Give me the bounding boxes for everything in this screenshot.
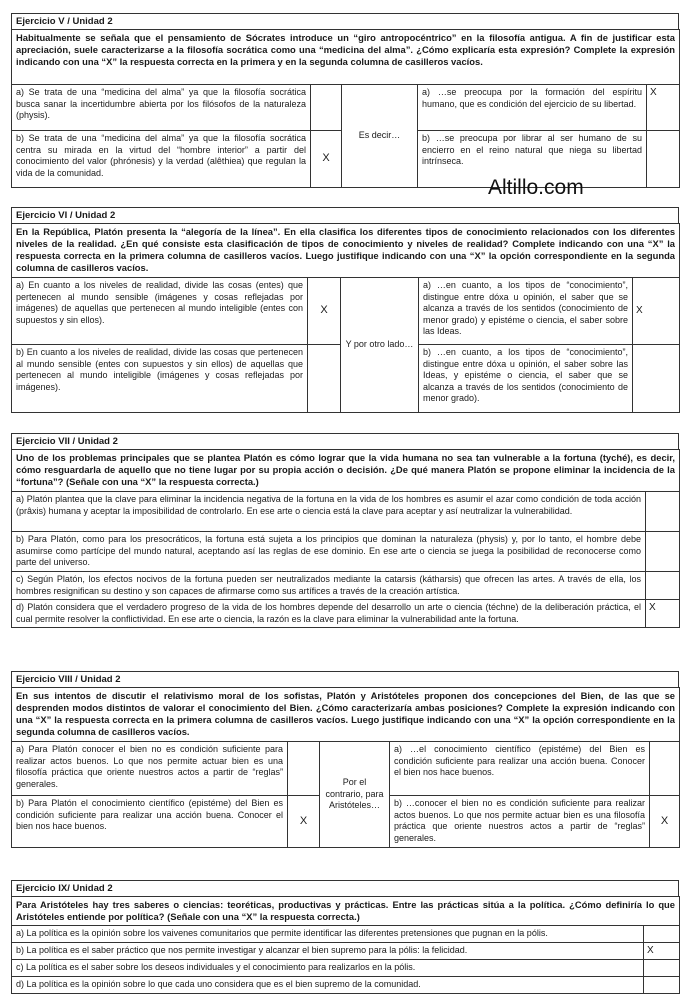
exercise-7 — [11, 433, 679, 628]
exercise-table — [11, 223, 680, 413]
connector-text: Es decir… — [342, 85, 418, 188]
answer-box-b[interactable]: X — [644, 943, 680, 960]
option-b: b) Se trata de una “medicina del alma” ya que la filosofía socrática centra su mirada en la virtud del “hombre interior” a partir del conocimiento del valor (phrónesis) y la verdad (alêthiea) que regulan la vida de la comunidad. — [12, 131, 311, 188]
question-text: En sus intentos de discutir el relativismo moral de los sofistas, Platón y Aristóteles proponen dos concepciones del Bien, de las que se desprenden modos distintos de valorar el conocimiento del Bien. ¿Cómo caracterizaría ambas posiciones? Complete la expresión indicando con una “X” la respuesta correcta en la primera columna de casilleros vacíos. Luego justifique indicando con una “X” la opción correspondiente en la segunda columna de casilleros vacíos. — [12, 688, 680, 742]
answer-box-a[interactable]: X — [308, 278, 341, 345]
option-a: a) La política es la opinión sobre los vaivenes comunitarios que permite identificar las diferentes pretensiones que pugnan en la pólis. — [12, 926, 644, 943]
option-c: c) Según Platón, los efectos nocivos de la fortuna pueden ser neutralizados mediante la catarsis (kátharsis) que ofrecen las artes. A través de ella, los hombres resignifican su destino y son capaces de afirmarse como sus artífices a través de la creación artística. — [12, 572, 646, 600]
answer-box-a[interactable] — [644, 926, 680, 943]
connector-text: Y por otro lado… — [341, 278, 419, 413]
option-b: b) Para Platón el conocimiento científico (epistéme) del Bien es condición suficiente para realizar una acción buena. Conocer el bien nos hace buenos. — [12, 796, 288, 848]
answer-box-d[interactable] — [644, 977, 680, 994]
second-answer-box-a[interactable]: X — [647, 85, 680, 131]
option-b: b) En cuanto a los niveles de realidad, divide las cosas que pertenecen al mundo sensible (entes con supuestos y sin ellos) de aquellas que pertenecen al mundo inteligible (imágenes y cosas reflejadas por imágenes). — [12, 345, 308, 413]
second-answer-box-a[interactable]: X — [633, 278, 680, 345]
exercise-6 — [11, 207, 679, 413]
second-option-b: b) …en cuanto, a los tipos de “conocimiento”, distingue entre dóxa u opinión, el saber sobre las Ideas, y epistéme o ciencia, el saber que se alcanza a través de los sentidos (conocimiento de menor grado). — [419, 345, 633, 413]
option-b: b) La política es el saber práctico que nos permite investigar y alcanzar el bien supremo para la pólis: la felicidad. — [12, 943, 644, 960]
answer-box-b[interactable]: X — [288, 796, 320, 848]
exercise-table — [11, 449, 680, 628]
option-d: d) Platón considera que el verdadero progreso de la vida de los hombres depende del desarrollo un arte o ciencia (téchne) de la deliberación práctica, el cual permite resolver la conflictividad. En ese arte o ciencia, la razón es la clave para eliminar la vulnerabilidad ante la fortuna. — [12, 600, 646, 628]
answer-box-d[interactable]: X — [646, 600, 680, 628]
option-a: a) En cuanto a los niveles de realidad, divide las cosas (entes) que pertenecen al mundo sensible (imágenes y cosas reflejadas por imágenes) de aquellas que pertenecen al mundo inteligible (entes con supuestos y sin ellos). — [12, 278, 308, 345]
exercise-9 — [11, 880, 679, 994]
exercise-table — [11, 687, 680, 848]
second-option-b: b) …conocer el bien no es condición suficiente para realizar actos buenos. Lo que nos permite actuar bien es una filosofía práctica que oriente nuestros actos a partir de “reglas” generales. — [390, 796, 650, 848]
second-option-a: a) …se preocupa por la formación del espíritu humano, que es condición del ejercicio de su libertad. — [418, 85, 647, 131]
second-answer-box-b[interactable] — [633, 345, 680, 413]
answer-box-b[interactable] — [308, 345, 341, 413]
exercise-header: Ejercicio VII / Unidad 2 — [11, 433, 679, 449]
exercise-table — [11, 29, 680, 188]
option-a: a) Platón plantea que la clave para eliminar la incidencia negativa de la fortuna en la vida de los hombres es asumir el azar como condición de toda acción (prâxis) humana y aceptar la imposibilidad de controlarlo. En ese arte o ciencia está la clave para aceptar y así neutralizar la vulnerabilidad. — [12, 492, 646, 532]
question-text: Uno de los problemas principales que se plantea Platón es cómo lograr que la vida humana no sea tan vulnerable a la fortuna (tyché), es decir, cómo resguardarla de aquello que no tiene lugar por su propia acción o decisión. ¿De qué manera Platón se propone eliminar la incidencia de la “fortuna”? (Señale con una “X” la respuesta correcta.) — [12, 450, 680, 492]
answer-box-c[interactable] — [644, 960, 680, 977]
option-b: b) Para Platón, como para los presocráticos, la fortuna está sujeta a los principios que dominan la naturaleza (physis) y, por lo tanto, el hombre debe asumirse como partícipe del mundo natural, aceptando así las reglas de ese dominio. En ese arte o ciencia se juega la posibilidad de reconocerse como parte del universo. — [12, 532, 646, 572]
answer-box-b[interactable] — [646, 532, 680, 572]
second-option-a: a) …en cuanto, a los tipos de “conocimiento”, distingue entre dóxa u opinión, el saber que se alcanza a través de los sentidos (conocimiento de menor grado) y epistéme o ciencia, el saber sobre las Ideas. — [419, 278, 633, 345]
exercise-8 — [11, 671, 679, 848]
second-answer-box-a[interactable] — [650, 742, 680, 796]
answer-box-c[interactable] — [646, 572, 680, 600]
answer-box-a[interactable] — [288, 742, 320, 796]
question-text: En la República, Platón presenta la “alegoría de la línea”. En ella clasifica los diferentes tipos de conocimiento relacionados con los diferentes niveles de la realidad. ¿En qué consiste esta clasificación de tipos de conocimiento y niveles de realidad? Complete indicando con una “X” la respuesta correcta en la primera columna de casilleros vacíos. Luego justifique indicando con una “X” la opción correspondiente en la segunda columna de casilleros vacíos. — [12, 224, 680, 278]
exercise-header: Ejercicio VI / Unidad 2 — [11, 207, 679, 223]
question-text: Para Aristóteles hay tres saberes o ciencias: teoréticas, productivas y prácticas. Entre las prácticas sitúa a la política. ¿Cómo definiría lo que Aristóteles entiende por política? (Señale con una “X” la respuesta correcta.) — [12, 897, 680, 926]
second-answer-box-b[interactable]: X — [650, 796, 680, 848]
exercise-header: Ejercicio IX/ Unidad 2 — [11, 880, 679, 896]
connector-text: Por el contrario, para Aristóteles… — [320, 742, 390, 848]
option-d: d) La política es la opinión sobre lo que cada uno considera que es el bien supremo de la comunidad. — [12, 977, 644, 994]
exercise-5 — [11, 13, 679, 188]
answer-box-a[interactable] — [646, 492, 680, 532]
option-a: a) Se trata de una “medicina del alma” ya que la filosofía socrática busca sanar la incertidumbre abierta por los filósofos de la naturaleza (physis). — [12, 85, 311, 131]
exercise-header: Ejercicio VIII / Unidad 2 — [11, 671, 679, 687]
exercise-table — [11, 896, 680, 994]
exercise-header: Ejercicio V / Unidad 2 — [11, 13, 679, 29]
second-option-a: a) …el conocimiento científico (epistéme) del Bien es condición suficiente para realizar una acción buena. Conocer el bien nos hace buenos. — [390, 742, 650, 796]
second-option-b: b) …se preocupa por librar al ser humano de su encierro en el reino natural que niega su libertad intrínseca. — [418, 131, 647, 188]
option-c: c) La política es el saber sobre los deseos individuales y el conocimiento para realizarlos en la pólis. — [12, 960, 644, 977]
option-a: a) Para Platón conocer el bien no es condición suficiente para realizar actos buenos. Lo que nos permite actuar bien es una filosofía práctica que oriente nuestros actos a partir de “reglas” generales. — [12, 742, 288, 796]
answer-box-b[interactable]: X — [311, 131, 342, 188]
brand-logo-text: Altillo.com — [488, 176, 584, 199]
question-text: Habitualmente se señala que el pensamiento de Sócrates introduce un “giro antropocéntrico” en la filosofía antigua. A fin de justificar esta apreciación, suele caracterizarse a la filosofía socrática como una “medicina del alma”. ¿Cómo explicaría esta expresión? Complete la expresión indicando con una “X” la respuesta correcta en la primera y en la segunda columna de casilleros vacíos. — [12, 30, 680, 85]
second-answer-box-b[interactable] — [647, 131, 680, 188]
answer-box-a[interactable] — [311, 85, 342, 131]
